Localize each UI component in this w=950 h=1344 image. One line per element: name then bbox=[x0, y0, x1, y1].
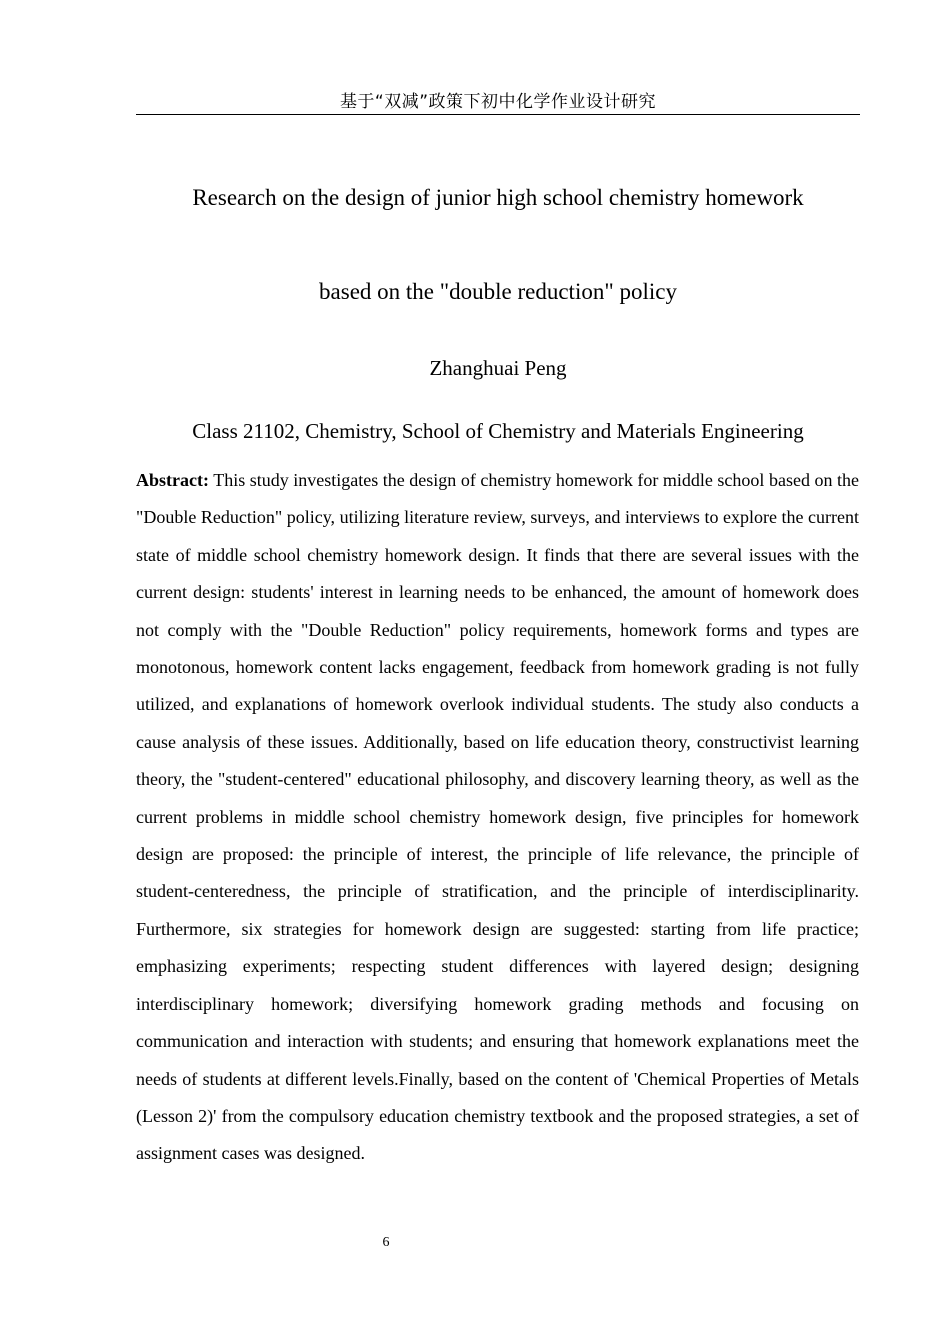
header-rule bbox=[136, 114, 860, 115]
abstract-paragraph bbox=[136, 462, 859, 1173]
running-header: 基于“双减”政策下初中化学作业设计研究 bbox=[339, 92, 657, 112]
abstract-text: This study investigates the design of chemistry homework for middle school based on the "Double Reduction" policy, utilizing literature review, surveys, and interviews to explore the current state of middle school chemistry homework design. It finds that there are several issues with the current design: students' interest in learning needs to be enhanced, the amount of homework does not comply with the "Double Reduction" policy requirements, homework forms and types are monotonous, homework content lacks engagement, feedback from homework grading is not fully utilized, and explanations of homework overlook individual students. The study also conducts a cause analysis of these issues. Additionally, based on life education theory, constructivist learning theory, the "student-centered" educational philosophy, and discovery learning theory, as well as the current problems in middle school chemistry homework design, five principles for homework design are proposed: the principle of interest, the principle of life relevance, the principle of student-centeredness, the principle of stratification, and the principle of interdisciplinarity. Furthermore, six strategies for homework design are suggested: starting from life practice; emphasizing experiments; respecting student differences with layered design; designing interdisciplinary homework; diversifying homework grading methods and focusing on communication and interaction with students; and ensuring that homework explanations meet the needs of students at different levels.Finally, based on the content of 'Chemical Properties of Metals (Lesson 2)' from the compulsory education chemistry textbook and the proposed strategies, a set of assignment cases was designed. bbox=[136, 470, 859, 1164]
author-affiliation: Class 21102, Chemistry, School of Chemistry and Materials Engineering bbox=[192, 419, 804, 443]
abstract-label: Abstract: bbox=[136, 470, 209, 490]
page-number: 6 bbox=[382, 1235, 390, 1250]
paper-title-line-2: based on the "double reduction" policy bbox=[319, 279, 677, 304]
paper-title-line-1: Research on the design of junior high school chemistry homework bbox=[192, 185, 804, 210]
author-name: Zhanghuai Peng bbox=[429, 356, 567, 380]
